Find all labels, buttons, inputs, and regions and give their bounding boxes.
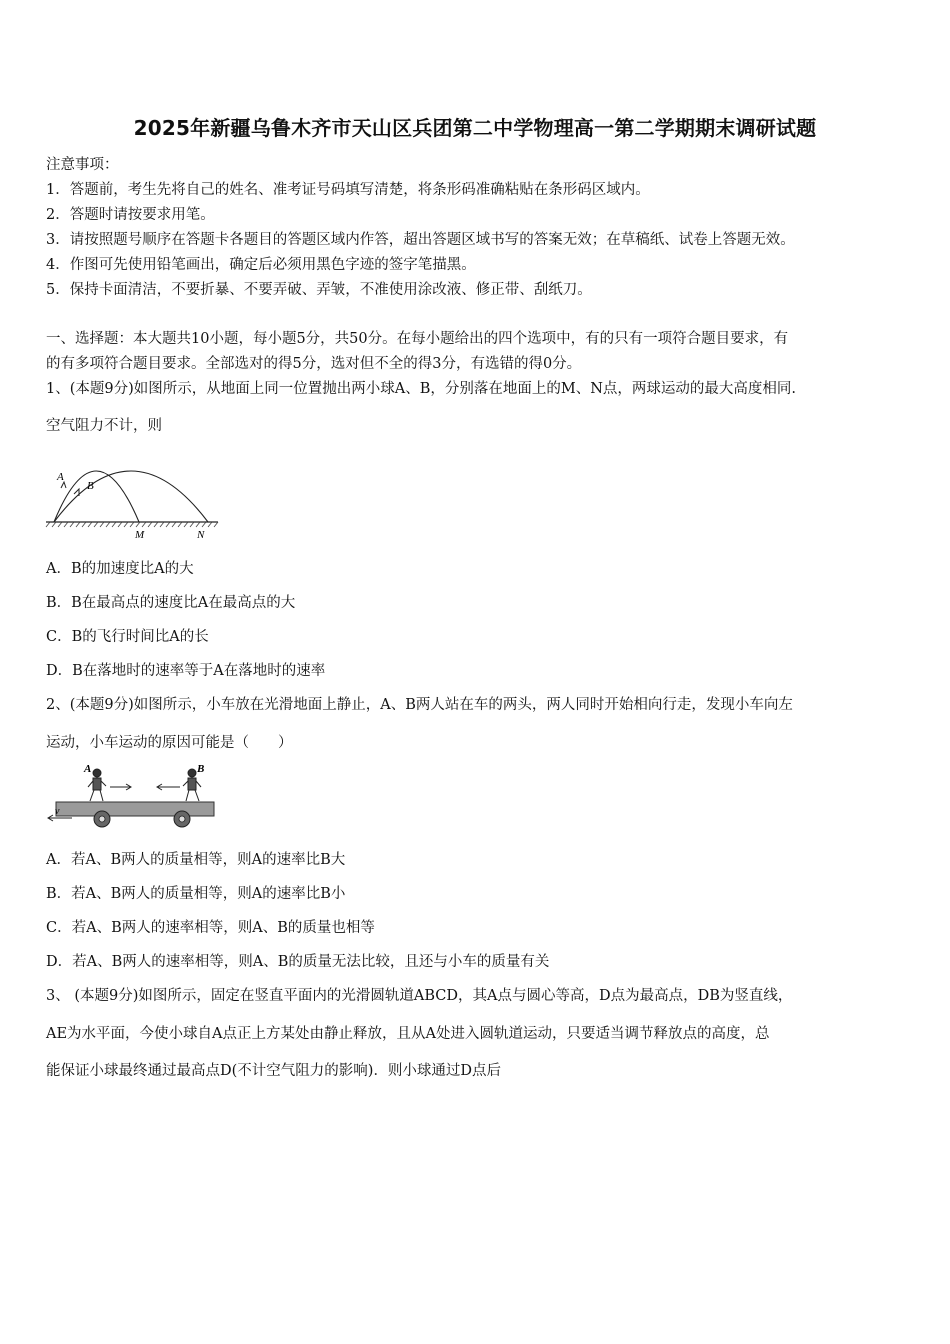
q2-stem: 运动，小车运动的原因可能是（ ） (46, 735, 293, 751)
q2-option-c: C．若A、B两人的速率相等，则A、B的质量也相等 (46, 920, 375, 936)
q1-option-b: B．B在最高点的速度比A在最高点的大 (46, 595, 296, 611)
notice-item: 3．请按照题号顺序在答题卡各题目的答题区域内作答，超出答题区域书写的答案无效；在草稿纸、试卷上答题无效。 (46, 232, 795, 248)
label-person-b: B (197, 763, 205, 775)
label-a: A (57, 471, 64, 483)
q2-option-b: B．若A、B两人的质量相等，则A的速率比B小 (46, 886, 346, 902)
q2-stem: 2、(本题9分)如图所示，小车放在光滑地面上静止，A、B两人站在车的两头，两人同时开始相向行走，发现小车向左 (46, 697, 793, 713)
section-intro: 的有多项符合题目要求。全部选对的得5分，选对但不全的得3分，有选错的得0分。 (46, 356, 582, 372)
label-n: N (197, 529, 205, 540)
page-title: 2025年新疆乌鲁木齐市天山区兵团第二中学物理高一第二学期期末调研试题 (133, 116, 817, 140)
q2-option-d: D．若A、B两人的速率相等，则A、B的质量无法比较，且还与小车的质量有关 (46, 954, 550, 970)
label-v: v (55, 806, 60, 817)
notice-item: 1．答题前，考生先将自己的姓名、准考证号码填写清楚，将条形码准确粘贴在条形码区域内。 (46, 182, 650, 198)
q1-option-d: D．B在落地时的速率等于A在落地时的速率 (46, 663, 326, 679)
section-intro: 一、选择题：本大题共10小题，每小题5分，共50分。在每小题给出的四个选项中，有的只有一项符合题目要求，有 (46, 331, 789, 347)
q1-projectile-figure (44, 450, 224, 540)
q1-option-a: A．B的加速度比A的大 (46, 561, 194, 577)
notice-heading: 注意事项： (46, 157, 119, 173)
notice-item: 2．答题时请按要求用笔。 (46, 207, 215, 223)
q1-option-c: C．B的飞行时间比A的长 (46, 629, 209, 645)
cart-body (56, 802, 214, 816)
q3-stem: AE为水平面，今使小球自A点正上方某处由静止释放，且从A处进入圆轨道运动，只要适当调节释放点的高度，总 (46, 1026, 770, 1042)
ground-hatching (46, 522, 218, 527)
q1-stem: 空气阻力不计，则 (46, 418, 162, 434)
q2-option-a: A．若A、B两人的质量相等，则A的速率比B大 (46, 852, 346, 868)
label-b: B (87, 480, 94, 492)
trajectory-a (54, 471, 139, 522)
q2-cart-figure (44, 760, 224, 832)
notice-item: 4．作图可先使用铅笔画出，确定后必须用黑色字迹的签字笔描黑。 (46, 257, 476, 273)
q1-stem: 1、(本题9分)如图所示，从地面上同一位置抛出两小球A、B，分别落在地面上的M、N点，两球运动的最大高度相同. (46, 381, 797, 397)
label-m: M (135, 529, 145, 540)
q3-stem: 能保证小球最终通过最高点D(不计空气阻力的影响)．则小球通过D点后 (46, 1063, 502, 1079)
notice-item: 5．保持卡面清洁，不要折暴、不要弄破、弄皱，不准使用涂改液、修正带、刮纸刀。 (46, 282, 592, 298)
q3-stem: 3、 (本题9分)如图所示，固定在竖直平面内的光滑圆轨道ABCD，其A点与圆心等高，D点为最高点，DB为竖直线， (46, 988, 793, 1004)
trajectory-b (54, 471, 208, 522)
label-person-a: A (84, 763, 92, 775)
